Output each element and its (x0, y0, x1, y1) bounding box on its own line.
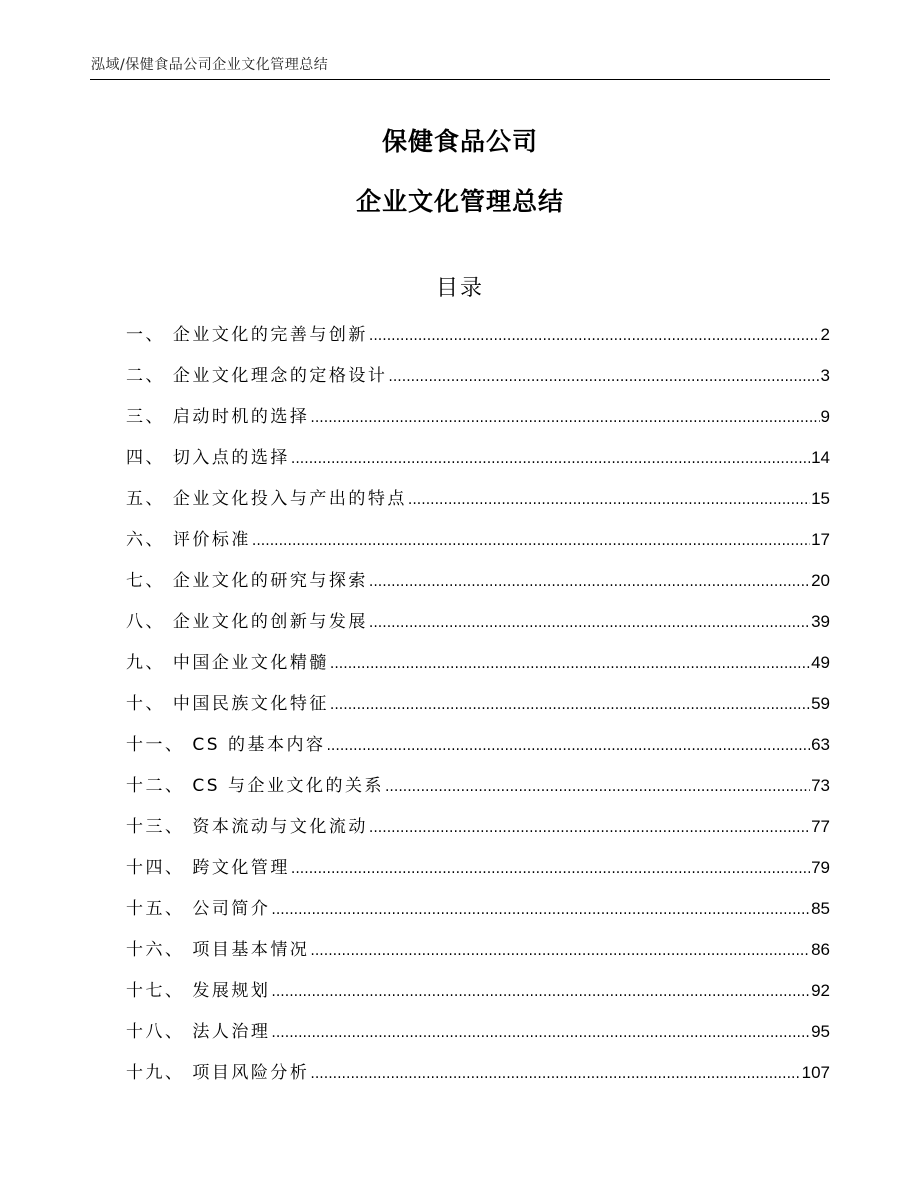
toc-entry-label: 十三、 资本流动与文化流动 (126, 817, 368, 837)
toc-entry[interactable] (126, 607, 830, 648)
toc-entry[interactable] (126, 1017, 830, 1058)
toc-dot-leader (369, 574, 810, 590)
toc-entry-page: 95 (811, 1022, 830, 1041)
toc-entry-page: 9 (820, 407, 830, 426)
toc-entry-label: 十六、 项目基本情况 (126, 940, 310, 960)
toc-entry-page: 63 (811, 735, 830, 754)
toc-entry[interactable] (126, 812, 830, 853)
toc-heading: 目录 (435, 276, 484, 301)
toc-entry-page: 2 (820, 325, 830, 344)
toc-entry-page: 79 (811, 858, 830, 877)
toc-dot-leader (310, 943, 810, 959)
toc-entry-label: 十四、 跨文化管理 (126, 858, 290, 878)
toc-dot-leader (369, 820, 810, 836)
toc-entry-label: 十二、 CS 与企业文化的关系 (126, 776, 384, 796)
toc-dot-leader (326, 738, 810, 754)
toc-entry-page: 49 (811, 653, 830, 672)
toc-entry-label: 十七、 发展规划 (126, 981, 271, 1001)
toc-entry[interactable] (126, 402, 830, 443)
toc-dot-leader (271, 984, 810, 1000)
toc-entry-page: 59 (811, 694, 830, 713)
toc-dot-leader (310, 410, 819, 426)
toc-dot-leader (271, 902, 810, 918)
toc-dot-leader (310, 1066, 800, 1082)
toc-entry-label: 十一、 CS 的基本内容 (126, 735, 326, 755)
toc-entry[interactable] (126, 320, 830, 361)
toc-entry[interactable] (126, 648, 830, 689)
toc-dot-leader (271, 1025, 810, 1041)
toc-entry-label: 十、 中国民族文化特征 (126, 694, 329, 714)
toc-dot-leader (408, 492, 810, 508)
toc-entry-page: 107 (801, 1063, 830, 1082)
toc-entry-label: 五、 企业文化投入与产出的特点 (126, 489, 407, 509)
toc-entry[interactable] (126, 853, 830, 894)
toc-entry-label: 八、 企业文化的创新与发展 (126, 612, 368, 632)
toc-entry-page: 85 (811, 899, 830, 918)
toc-entry[interactable] (126, 361, 830, 402)
toc-dot-leader (291, 861, 810, 877)
toc-entry[interactable] (126, 566, 830, 607)
toc-dot-leader (385, 779, 810, 795)
header-divider (90, 79, 830, 80)
toc-entry-label: 十九、 项目风险分析 (126, 1063, 310, 1083)
toc-dot-leader (330, 656, 810, 672)
toc-entry-label: 十八、 法人治理 (126, 1022, 271, 1042)
toc-dot-leader (252, 533, 810, 549)
toc-entry-page: 20 (811, 571, 830, 590)
toc-dot-leader (369, 615, 810, 631)
toc-entry-page: 86 (811, 940, 830, 959)
toc-entry[interactable] (126, 935, 830, 976)
toc-entry-label: 三、 启动时机的选择 (126, 407, 310, 427)
running-header: 泓域/保健食品公司企业文化管理总结 (91, 57, 329, 73)
toc-entry-label: 六、 评价标准 (126, 530, 251, 550)
toc-entry[interactable] (126, 771, 830, 812)
toc-dot-leader (291, 451, 810, 467)
toc-entry[interactable] (126, 443, 830, 484)
toc-entry-page: 14 (811, 448, 830, 467)
toc-entry[interactable] (126, 976, 830, 1017)
toc-entry[interactable] (126, 1058, 830, 1099)
toc-entry-label: 一、 企业文化的完善与创新 (126, 325, 368, 345)
toc-dot-leader (330, 697, 810, 713)
toc-entry-page: 92 (811, 981, 830, 1000)
toc-entry[interactable] (126, 525, 830, 566)
toc-entry-label: 七、 企业文化的研究与探索 (126, 571, 368, 591)
document-title-line2: 企业文化管理总结 (355, 187, 564, 216)
toc-entry-page: 17 (811, 530, 830, 549)
toc-dot-leader (388, 369, 819, 385)
toc-entry[interactable] (126, 689, 830, 730)
toc-entry-label: 四、 切入点的选择 (126, 448, 290, 468)
toc-entry-page: 77 (811, 817, 830, 836)
document-title-line1: 保健食品公司 (381, 127, 538, 156)
toc-entry-label: 十五、 公司简介 (126, 899, 271, 919)
toc-entry-label: 九、 中国企业文化精髓 (126, 653, 329, 673)
table-of-contents (126, 320, 830, 1099)
toc-entry-page: 15 (811, 489, 830, 508)
toc-entry-label: 二、 企业文化理念的定格设计 (126, 366, 388, 386)
toc-entry[interactable] (126, 730, 830, 771)
toc-entry[interactable] (126, 484, 830, 525)
toc-entry[interactable] (126, 894, 830, 935)
toc-dot-leader (369, 328, 820, 344)
toc-entry-page: 3 (820, 366, 830, 385)
toc-entry-page: 39 (811, 612, 830, 631)
toc-entry-page: 73 (811, 776, 830, 795)
